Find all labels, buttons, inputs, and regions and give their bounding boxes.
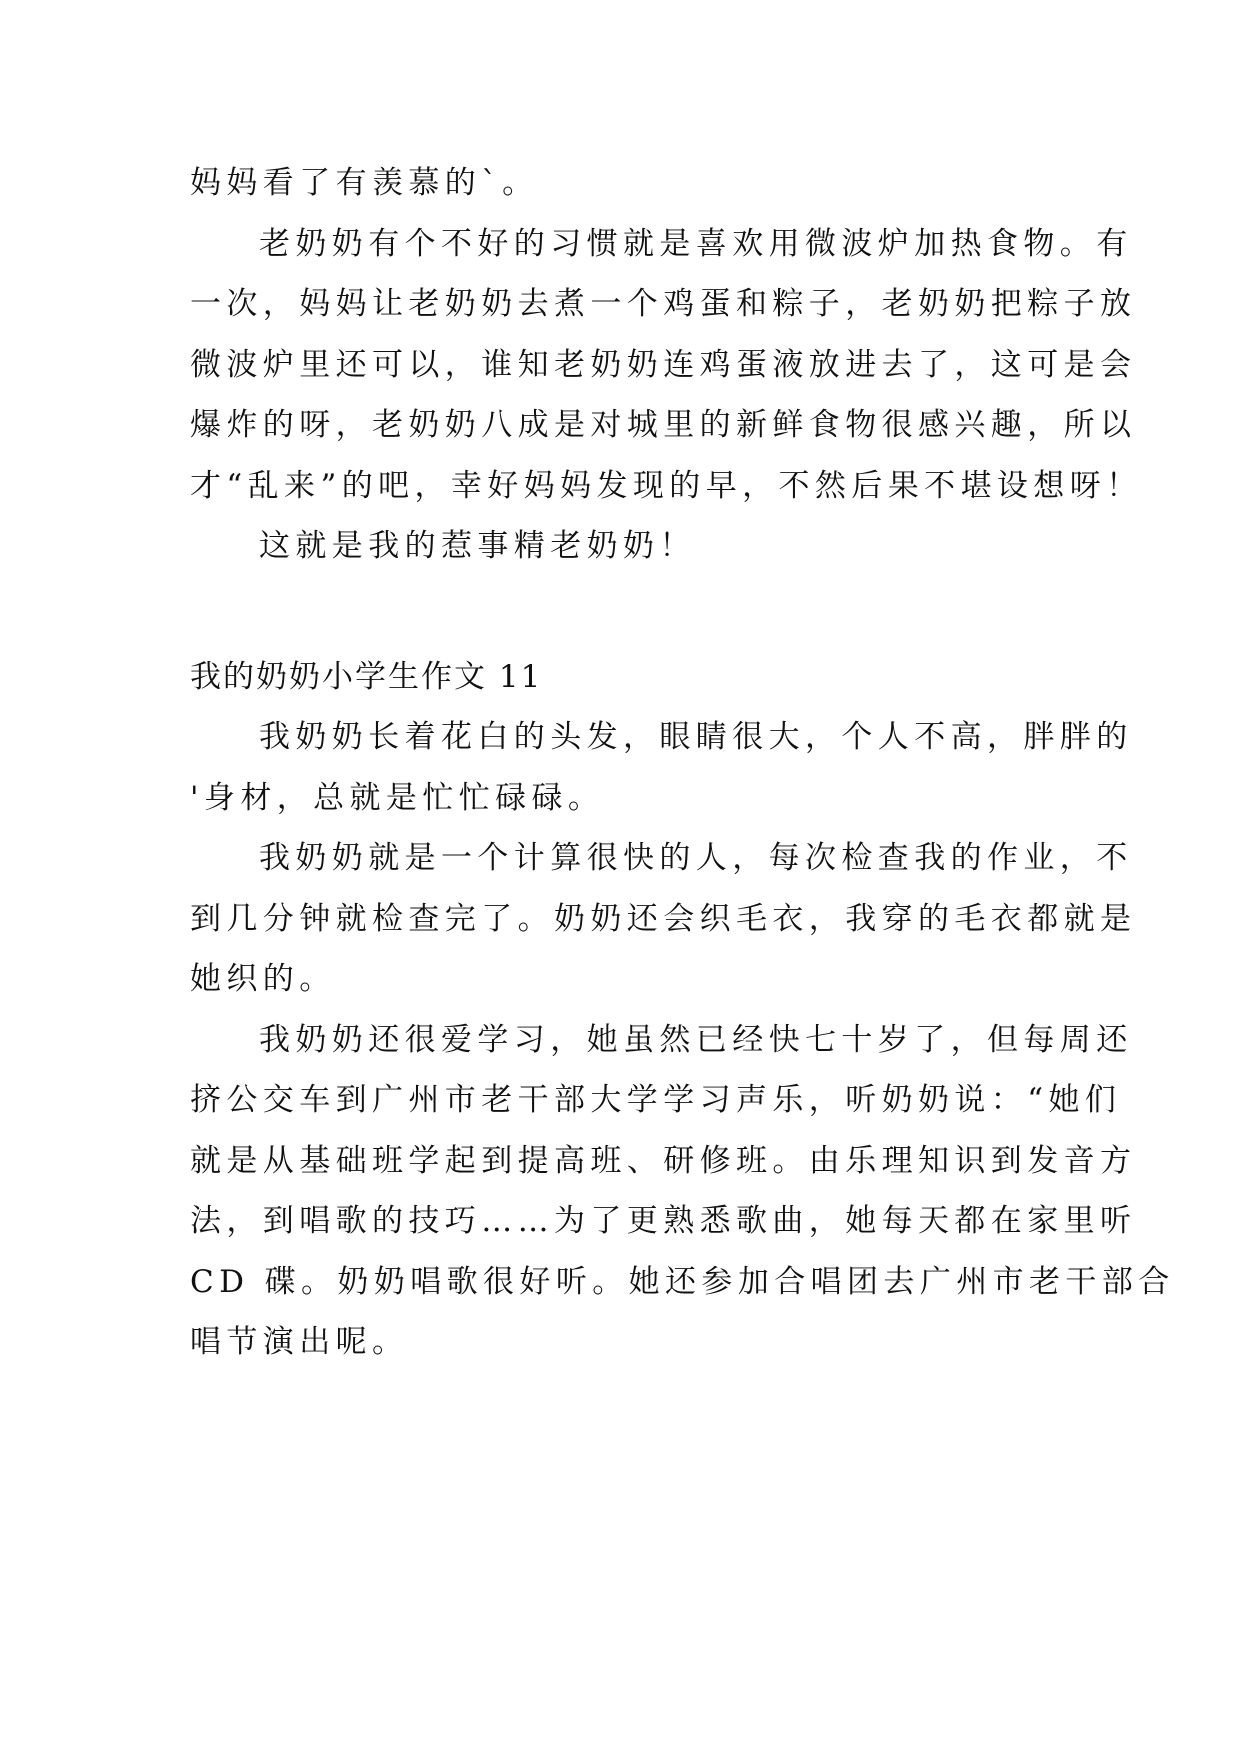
- paragraph-line: 我奶奶还很爱学习，她虽然已经快七十岁了，但每周还: [259, 1021, 1133, 1058]
- paragraph-line: 法，到唱歌的技巧……为了更熟悉歌曲，她每天都在家里听: [190, 1203, 1137, 1239]
- paragraph-line: 老奶奶有个不好的习惯就是喜欢用微波炉加热食物。有: [259, 225, 1133, 262]
- paragraph-line: CD 碟。奶奶唱歌很好听。她还参加合唱团去广州市老干部合: [190, 1263, 1175, 1300]
- section-spacer: [190, 577, 1058, 647]
- paragraph-appearance: [190, 707, 1133, 828]
- paragraph-line: 到几分钟就检查完了。奶奶还会织毛衣，我穿的毛衣都就是: [190, 900, 1137, 937]
- paragraph-line: 我奶奶就是一个计算很快的人，每次检查我的作业，不: [259, 840, 1133, 876]
- document-body: [190, 153, 1175, 1373]
- paragraph-continuation: [190, 153, 1058, 214]
- paragraph-line: 她织的。: [190, 961, 336, 997]
- paragraph-line: '身材，总就是忙忙碌碌。: [190, 779, 605, 816]
- section-title: 我的奶奶小学生作文 11: [190, 658, 543, 695]
- paragraph-line: 我奶奶长着花白的头发，眼睛很大，个人不高，胖胖的: [259, 719, 1133, 755]
- paragraph-line: 就是从基础班学起到提高班、研修班。由乐理知识到发音方: [190, 1142, 1137, 1179]
- paragraph-microwave: [190, 214, 1143, 517]
- paragraph-skills: [190, 828, 1137, 1010]
- paragraph-closing: [190, 516, 1058, 577]
- paragraph-line: 一次，妈妈让老奶奶去煮一个鸡蛋和粽子，老奶奶把粽子放: [190, 286, 1137, 322]
- paragraph-line: 唱节演出呢。: [190, 1324, 409, 1360]
- paragraph-line: 才“乱来”的吧，幸好妈妈发现的早，不然后果不堪设想呀！: [190, 467, 1143, 504]
- paragraph-line: 微波炉里还可以，谁知老奶奶连鸡蛋液放进去了，这可是会: [190, 346, 1137, 383]
- paragraph-line: 爆炸的呀，老奶奶八成是对城里的新鲜食物很感兴趣，所以: [190, 407, 1137, 443]
- paragraph-learning: [190, 1010, 1175, 1373]
- paragraph-line: 这就是我的惹事精老奶奶！: [259, 528, 696, 564]
- paragraph-line: 挤公交车到广州市老干部大学学习声乐，听奶奶说：“她们: [190, 1082, 1122, 1118]
- paragraph-line: 妈妈看了有羡慕的`。: [190, 165, 539, 201]
